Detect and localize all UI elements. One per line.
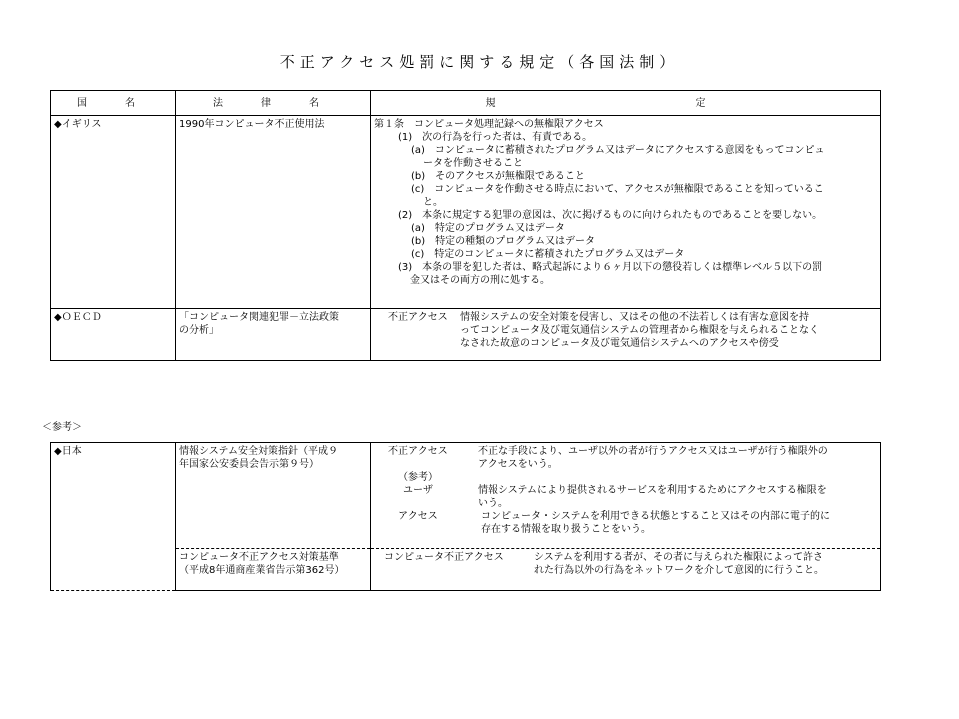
law-table-reference <box>50 442 881 591</box>
law-name-line: 年国家公安委員会告示第９号） <box>179 459 319 470</box>
definition-line: 不正な手段により、ユーザ以外の者が行うアクセス又はユーザが行う権限外の <box>478 446 828 457</box>
provision-line: 第１条 コンピュータ処理記録への無権限アクセス <box>374 119 604 130</box>
provision-line: 金又はその両方の刑に処する。 <box>410 275 550 286</box>
reference-tag: （参考） <box>398 472 438 483</box>
definition-line: れた行為以外の行為をネットワークを介して意図的に行うこと。 <box>534 565 824 576</box>
provision-line: (3) 本条の罪を犯した者は、略式起訴により６ヶ月以下の懲役若しくは標準レベル５以下の罰 <box>398 262 823 273</box>
table-header-row <box>51 91 881 116</box>
table-row-oecd <box>51 309 881 361</box>
provision-line: (c) コンピュータを作動させる時点において、アクセスが無権限であることを知っているこ <box>411 184 824 195</box>
defined-term: コンピュータ不正アクセス <box>384 552 504 563</box>
definition-line: ってコンピュータ及び電気通信システムの管理者から権限を与えられることなく <box>460 325 819 336</box>
law-name-line: 「コンピュータ関連犯罪－立法政策 <box>179 312 339 323</box>
country-cell: ◆ＯＥＣＤ <box>51 309 176 361</box>
page-title: 不正アクセス処罰に関する規定（各国法制） <box>279 53 680 71</box>
provision-line: ータを作動させること <box>423 158 523 169</box>
law-name-cell <box>176 443 371 549</box>
law-name-line: の分析」 <box>179 325 219 336</box>
definition-line: 存在する情報を取り扱うことをいう。 <box>481 524 651 535</box>
defined-term: ユーザ <box>403 485 433 496</box>
country-cell: ◆日本 <box>51 443 176 591</box>
law-name-cell <box>176 309 371 361</box>
header-country: 国 名 <box>51 91 176 116</box>
provision-line: と。 <box>423 197 443 208</box>
provision-line: (a) 特定のプログラム又はデータ <box>411 223 565 234</box>
definition-line: 情報システムの安全対策を侵害し、又はその他の不法若しくは有害な意図を持 <box>460 312 809 323</box>
definition-line: アクセスをいう。 <box>478 459 558 470</box>
provision-line: (c) 特定のコンピュータに蓄積されたプログラム又はデータ <box>411 249 685 260</box>
provision-line: (b) 特定の種類のプログラム又はデータ <box>411 236 596 247</box>
provision-line: (1) 次の行為を行った者は、有責である。 <box>398 132 593 143</box>
law-name-line: （平成8年通商産業省告示第362号） <box>179 565 345 576</box>
defined-term: アクセス <box>398 511 438 522</box>
law-name-line: コンピュータ不正アクセス対策基準 <box>179 552 339 563</box>
law-name-cell: 1990年コンピュータ不正使用法 <box>176 116 371 309</box>
provision-line: (2) 本条に規定する犯罪の意図は、次に掲げるものに向けられたものであることを要しない。 <box>398 210 823 221</box>
provision-cell <box>371 116 881 309</box>
table-row-japan <box>51 443 881 549</box>
defined-term: 不正アクセス <box>388 312 448 323</box>
law-table-main <box>50 90 881 361</box>
header-provision: 規 定 <box>371 91 881 116</box>
definition-line: いう。 <box>478 498 508 509</box>
table-row-uk <box>51 116 881 309</box>
provision-line: (a) コンピュータに蓄積されたプログラム又はデータにアクセスする意図をもってコンピュ <box>411 145 825 156</box>
definition-line: システムを利用する者が、その者に与えられた権限によって許さ <box>534 552 823 563</box>
country-cell: ◆イギリス <box>51 116 176 309</box>
law-name-cell <box>176 549 371 591</box>
provision-cell <box>371 549 881 591</box>
defined-term: 不正アクセス <box>388 446 448 457</box>
reference-label: ＜参考＞ <box>42 422 82 433</box>
header-law-name: 法 律 名 <box>176 91 371 116</box>
provision-cell <box>371 309 881 361</box>
definition-line: 情報システムにより提供されるサービスを利用するためにアクセスする権限を <box>478 485 827 496</box>
definition-line: コンピュータ・システムを利用できる状態とすること又はその内部に電子的に <box>481 511 830 522</box>
law-name-line: 情報システム安全対策指針（平成９ <box>179 446 338 457</box>
table-row-japan-standard <box>51 549 881 591</box>
provision-cell <box>371 443 881 549</box>
provision-line: (b) そのアクセスが無権限であること <box>411 171 585 182</box>
definition-line: なされた故意のコンピュータ及び電気通信システムへのアクセスや傍受 <box>460 338 779 349</box>
